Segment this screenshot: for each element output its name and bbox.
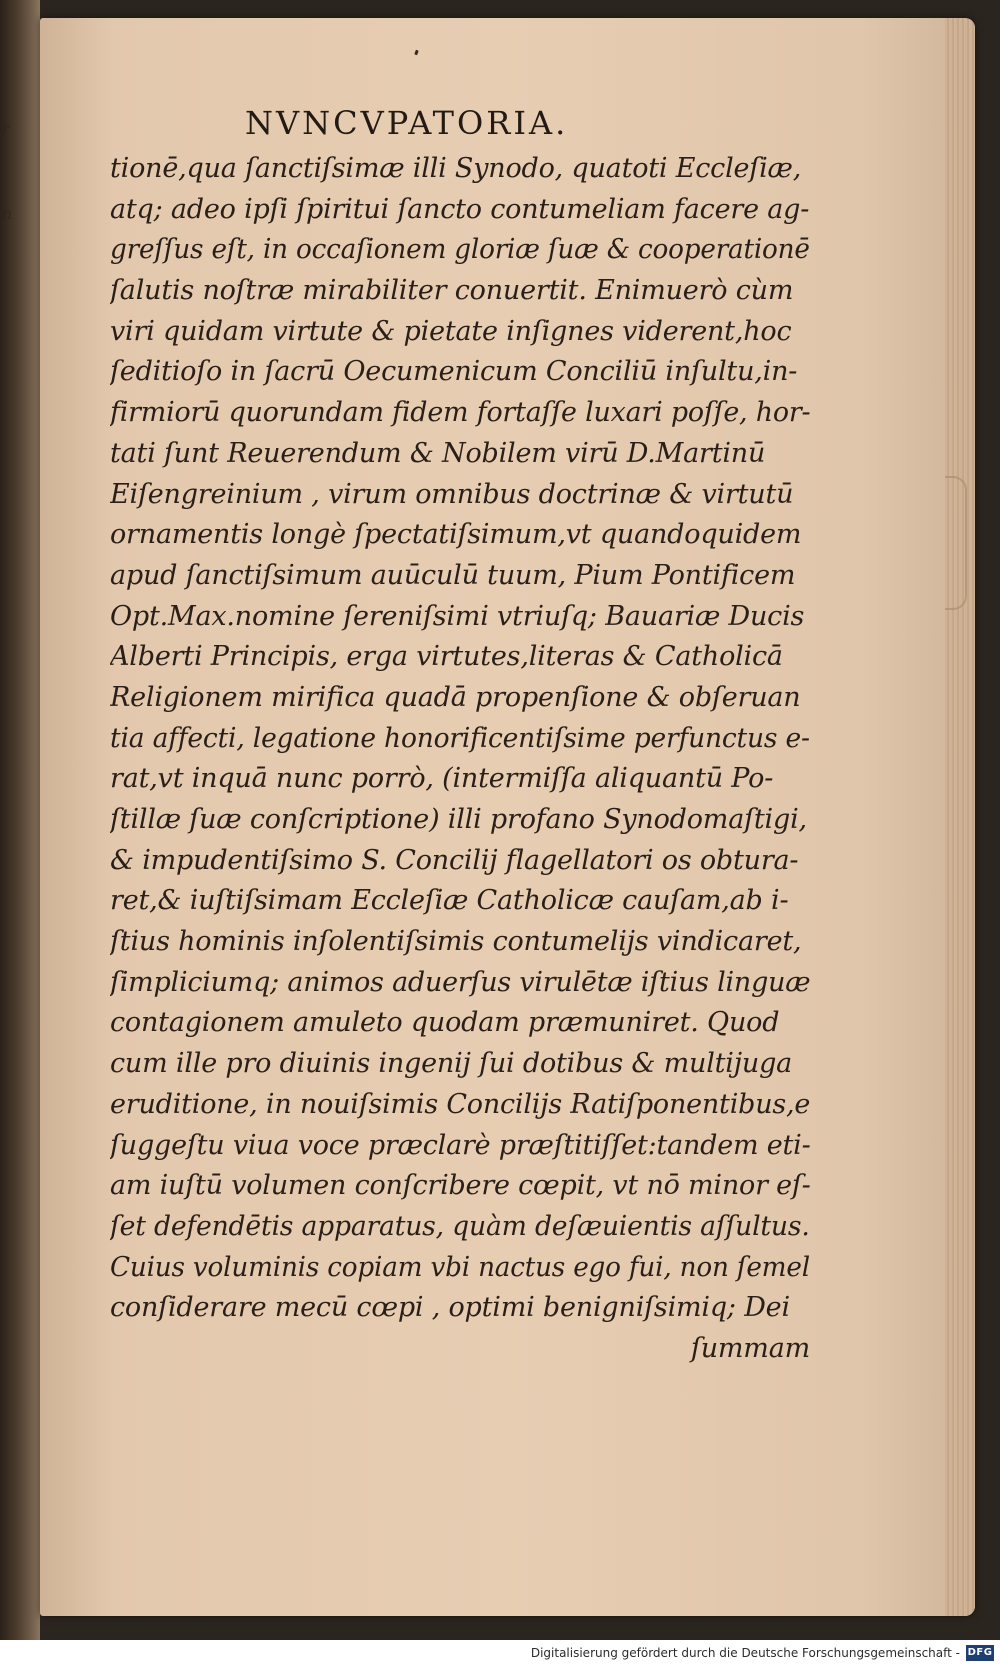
text-line: firmiorū quorundam fidem fortaſſe luxari poſſe, hor-: [110, 397, 811, 429]
ink-speck: [414, 50, 419, 56]
text-line: Eiſengreinium , virum omnibus doctrinæ & virtutū: [110, 478, 794, 510]
text-line: ornamentis longè ſpectatiſsimum,vt quandoquidem: [110, 519, 802, 551]
text-line: Religionem mirifica quadā propenſione & obſeruan: [110, 681, 801, 713]
funding-credit: Digitalisierung gefördert durch die Deutsche Forschungsgemeinschaft -: [530, 1646, 960, 1660]
text-line: contagionem amuleto quodam præmuniret. Quod: [110, 1007, 780, 1039]
text-line: rat,vt inquā nunc porrò, (intermiſſa aliquantū Po-: [110, 763, 774, 795]
text-line: conſiderare mecū cœpi , optimi benigniſsimiq; Dei: [110, 1292, 790, 1324]
text-line: ſimpliciumq; animos aduerſus virulētæ iſtius linguæ: [110, 966, 810, 998]
text-line: ſuggeſtu viua voce præclarè præſtitiſſet:tandem eti-: [110, 1129, 811, 1161]
text-line: eruditione, in nouiſsimis Concilijs Ratiſponentibus,e: [110, 1088, 811, 1120]
text-line: viri quidam virtute & pietate inſignes viderent,hoc: [110, 315, 792, 347]
text-line: tia affecti, legatione honorificentiſsime perfunctus e-: [110, 722, 810, 754]
text-line: tionē,qua ſanctiſsimæ illi Synodo, quatoti Eccleſiæ,: [110, 153, 802, 184]
text-line: ſet defendētis apparatus, quàm deſæuientis aſſultus.: [110, 1210, 810, 1242]
facing-page-fragment: n: [2, 205, 13, 223]
text-line: ſeditioſo in ſacrū Oecumenicum Conciliū inſultu,in-: [110, 356, 798, 388]
text-line: Cuius voluminis copiam vbi nactus ego fui, non ſemel: [110, 1251, 810, 1283]
catchword: ſummam: [690, 1332, 810, 1364]
body-text: [110, 149, 810, 1370]
text-line: ſalutis noſtræ mirabiliter conuertit. Enimuerò cùm: [110, 275, 794, 307]
text-line: ſtius hominis inſolentiſsimis contumelijs vindicaret,: [110, 926, 802, 958]
dfg-logo: DFG: [966, 1645, 994, 1661]
text-line: ret,& iuſtiſsimam Eccleſiæ Catholicæ cauſam,ab i-: [110, 885, 789, 917]
text-line: Opt.Max.nomine ſereniſsimi vtriuſq; Bauariæ Ducis: [110, 600, 805, 632]
page-edges: [945, 18, 975, 1616]
book-page: [40, 18, 975, 1616]
text-line: am iuſtū volumen conſcribere cœpit, vt nō minor eſ-: [110, 1170, 811, 1202]
text-line: apud ſanctiſsimum auūculū tuum, Pium Pontificem: [110, 559, 796, 591]
facing-page-fragment: r: [2, 120, 10, 138]
text-line: greſſus eſt, in occaſionem gloriæ ſuæ & cooperationē: [110, 234, 810, 266]
text-line: Alberti Principis, erga virtutes,literas & Catholicā: [110, 641, 783, 673]
binding-gutter: [0, 0, 40, 1640]
text-line: atq; adeo ipſi ſpiritui ſancto contumeliam facere ag-: [110, 193, 810, 225]
text-line: tati ſunt Reuerendum & Nobilem virū D.Martinū: [110, 437, 766, 469]
page-tab-shadow: [945, 476, 967, 610]
text-line: cum ille pro diuinis ingenij ſui dotibus & multijuga: [110, 1048, 793, 1080]
text-line: ſtillæ ſuæ conſcriptione) illi profano Synodomaſtigi,: [110, 804, 807, 835]
footer-bar: [0, 1640, 1000, 1668]
text-line: & impudentiſsimo S. Concilij flagellatori os obtura-: [110, 844, 799, 876]
running-head: NVNCVPATORIA.: [245, 104, 569, 142]
